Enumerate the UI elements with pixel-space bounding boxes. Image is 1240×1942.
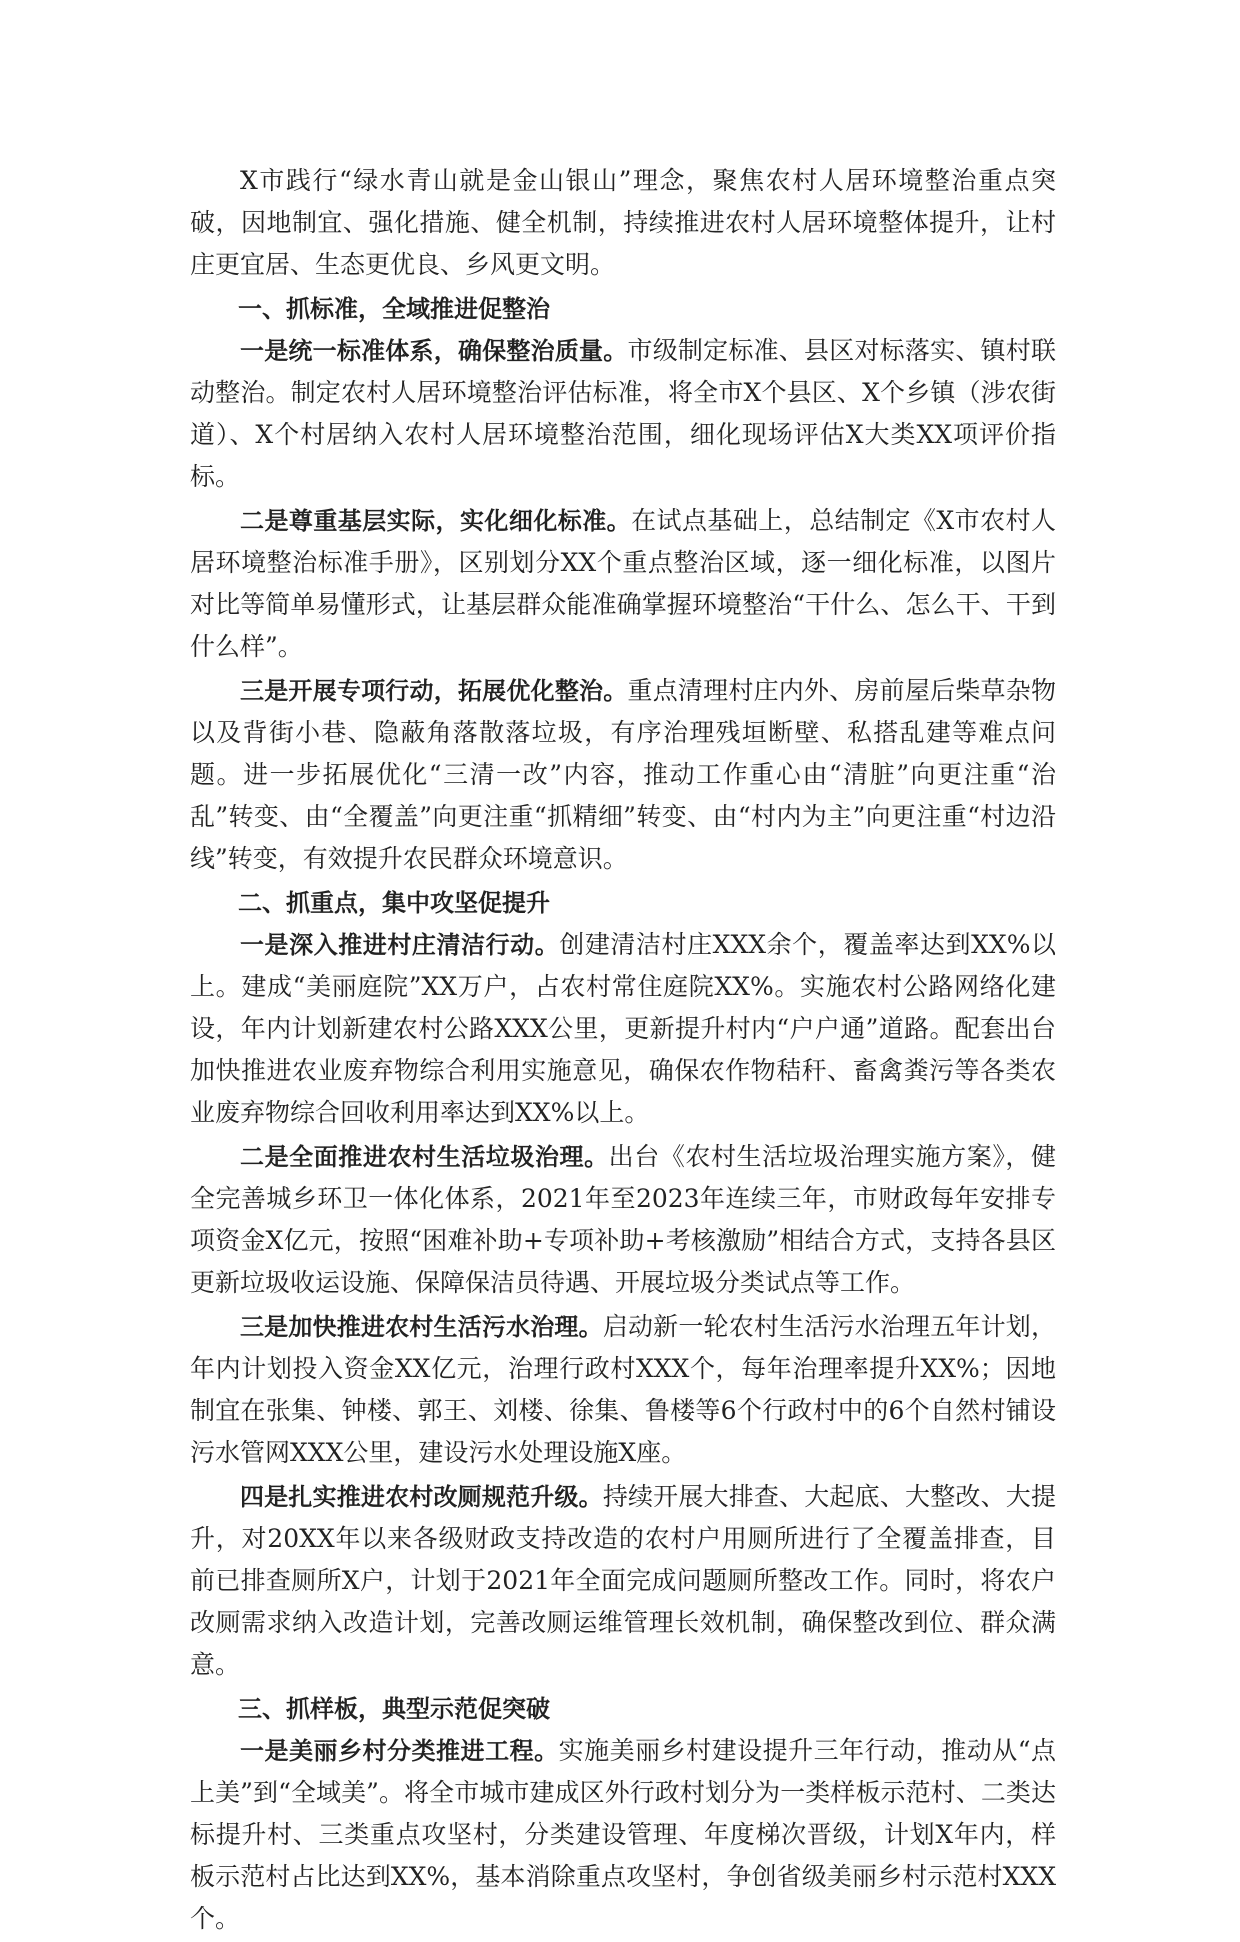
- section-heading-1: 一、抓标准，全域推进促整治: [238, 295, 550, 323]
- section-2-item-2: [190, 1136, 1056, 1304]
- item-lead: 二是全面推进农村生活垃圾治理。: [240, 1143, 609, 1171]
- item-lead: 三是开展专项行动，拓展优化整治。: [240, 677, 628, 705]
- item-text: 实施美丽乡村建设提升三年行动，推动从“点上美”到“全域美”。将全市城市建成区外行政村划分为一类样板示范村、二类达标提升村、三类重点攻坚村，分类建设管理、年度梯次晋级，计划X年内，样板示范村占比达到XX%，基本消除重点攻坚村，争创省级美丽乡村示范村XXX个。: [190, 1736, 1056, 1933]
- section-1-item-1: [190, 330, 1056, 498]
- item-lead: 四是扎实推进农村改厕规范升级。: [240, 1483, 603, 1511]
- item-lead: 一是深入推进村庄清洁行动。: [240, 931, 560, 959]
- document-page: [190, 160, 1056, 1942]
- item-lead: 二是尊重基层实际，实化细化标准。: [240, 507, 632, 535]
- section-heading-2: 二、抓重点，集中攻坚促提升: [238, 889, 550, 917]
- item-text: 市级制定标准、县区对标落实、镇村联动整治。制定农村人居环境整治评估标准，将全市X个县区、X个乡镇（涉农街道）、X个村居纳入农村人居环境整治范围，细化现场评估X大类XX项评价指标。: [190, 336, 1056, 491]
- item-lead: 一是美丽乡村分类推进工程。: [240, 1737, 559, 1765]
- section-1-item-2: [190, 500, 1056, 668]
- section-1-item-3: [190, 670, 1056, 880]
- item-text: 重点清理村庄内外、房前屋后柴草杂物以及背街小巷、隐蔽角落散落垃圾，有序治理残垣断壁、私搭乱建等难点问题。进一步拓展优化“三清一改”内容，推动工作重心由“清脏”向更注重“治乱”转变、由“全覆盖”向更注重“抓精细”转变、由“村内为主”向更注重“村边沿线”转变，有效提升农民群众环境意识。: [190, 676, 1056, 873]
- item-text: 持续开展大排查、大起底、大整改、大提升，对20XX年以来各级财政支持改造的农村户用厕所进行了全覆盖排查，目前已排查厕所X户，计划于2021年全面完成问题厕所整改工作。同时，将农户改厕需求纳入改造计划，完善改厕运维管理长效机制，确保整改到位、群众满意。: [190, 1482, 1056, 1679]
- item-text: 创建清洁村庄XXX余个，覆盖率达到XX%以上。建成“美丽庭院”XX万户，占农村常住庭院XX%。实施农村公路网络化建设，年内计划新建农村公路XXX公里，更新提升村内“户户通”道路。配套出台加快推进农业废弃物综合利用实施意见，确保农作物秸秆、畜禽粪污等各类农业废弃物综合回收利用率达到XX%以上。: [190, 930, 1057, 1127]
- item-lead: 三是加快推进农村生活污水治理。: [240, 1313, 603, 1341]
- section-3-item-1: [190, 1730, 1056, 1940]
- section-heading-3: 三、抓样板，典型示范促突破: [238, 1695, 550, 1723]
- item-text: 出台《农村生活垃圾治理实施方案》，健全完善城乡环卫一体化体系，2021年至2023年连续三年，市财政每年安排专项资金X亿元，按照“困难补助+专项补助+考核激励”相结合方式，支持各县区更新垃圾收运设施、保障保洁员待遇、开展垃圾分类试点等工作。: [190, 1142, 1056, 1297]
- section-2-item-4: [190, 1476, 1056, 1686]
- section-2-item-1: [190, 924, 1056, 1134]
- item-text: 在试点基础上，总结制定《X市农村人居环境整治标准手册》，区别划分XX个重点整治区域，逐一细化标准，以图片对比等简单易懂形式，让基层群众能准确掌握环境整治“干什么、怎么干、干到什么样”。: [190, 506, 1056, 661]
- item-text: 启动新一轮农村生活污水治理五年计划，年内计划投入资金XX亿元，治理行政村XXX个，每年治理率提升XX%；因地制宜在张集、钟楼、郭王、刘楼、徐集、鲁楼等6个行政村中的6个自然村铺设污水管网XXX公里，建设污水处理设施X座。: [190, 1312, 1056, 1467]
- intro-paragraph: X市践行“绿水青山就是金山银山”理念，聚焦农村人居环境整治重点突破，因地制宜、强化措施、健全机制，持续推进农村人居环境整体提升，让村庄更宜居、生态更优良、乡风更文明。: [190, 166, 1056, 279]
- item-lead: 一是统一标准体系，确保整治质量。: [240, 337, 628, 365]
- section-2-item-3: [190, 1306, 1056, 1474]
